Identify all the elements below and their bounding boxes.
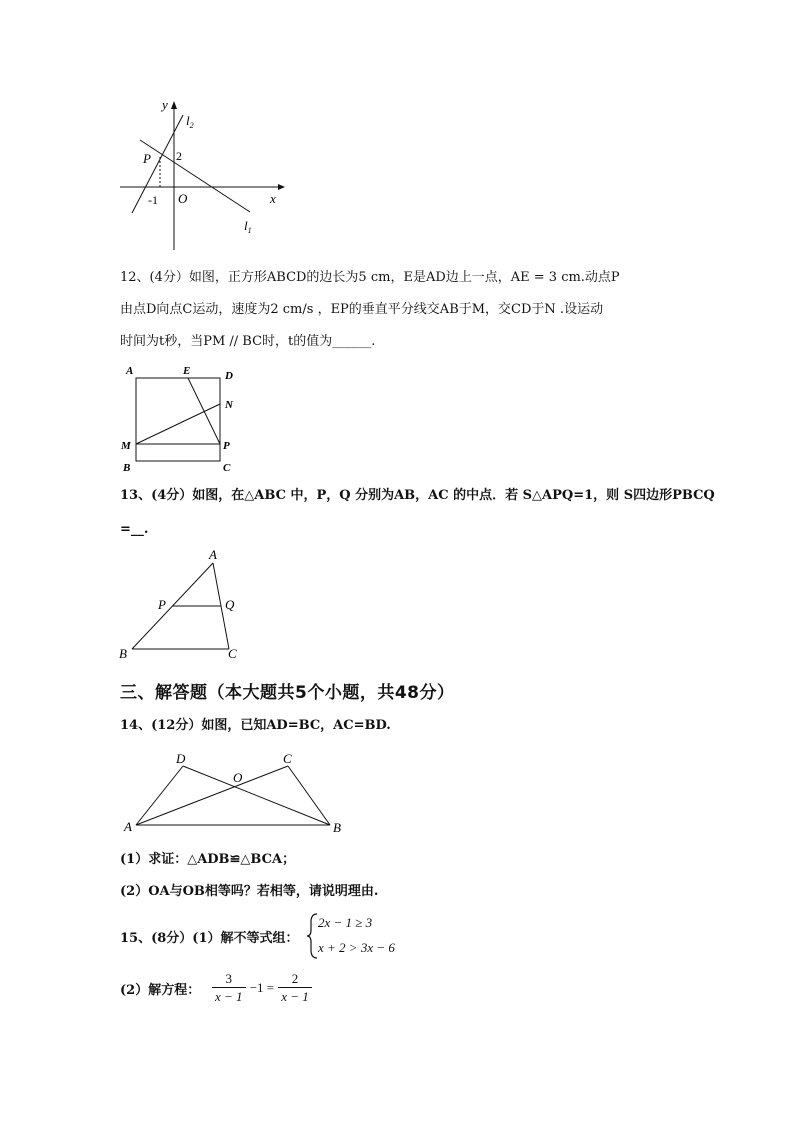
segment-db [183,766,330,825]
fraction-right-numerator: 2 [278,970,312,988]
segment-mn [136,404,220,444]
square-abcd [136,378,220,461]
triangle-abc-figure [112,545,252,663]
label-b: B [333,820,341,835]
y-axis-label: y [162,97,168,112]
fraction-left [212,970,246,1005]
segment-ca [136,766,288,825]
label-b: B [123,462,131,474]
q12-line2: 由点D向点C运动，速度为2 cm/s ，EP的垂直平分线交AB于M，交CD于N .设运动 [120,302,604,317]
equation-middle: −1 = [249,980,275,995]
fraction-left-numerator: 3 [212,970,246,988]
square-figure [115,362,245,477]
fraction-right [278,970,312,1005]
q15-part2-prefix: (2）解方程： [120,983,201,998]
label-b: B [119,646,127,661]
label-c: C [223,462,231,474]
q14-part1: (1）求证：△ADB≌△BCA； [120,852,296,867]
q12-line1: 12、(4分）如图，正方形ABCD的边长为5 cm，E是AD边上一点，AE = 3 cm.动点P [120,270,620,285]
fraction-right-denominator: x − 1 [281,989,309,1004]
equation [212,970,312,1005]
section-heading: 三、解答题（本大题共5个小题，共48分） [120,683,455,703]
l2-label: $l_2$ [186,113,194,130]
q13-line2: =__. [120,522,149,537]
label-o: O [233,770,243,785]
label-p: P [223,440,230,452]
q14-part2: (2）OA与OB相等吗？若相等，请说明理由. [120,884,379,899]
x-axis-arrow-icon [278,184,285,190]
x-axis-label: x [270,191,276,206]
y-tick-label: 2 [176,149,182,163]
q13-line1: 13、(4分）如图，在△ABC 中，P，Q 分别为AB，AC 的中点．若 S△APQ=1，则 S四边形PBCQ [120,488,715,503]
label-m: M [121,440,131,452]
inequality-1: 2x − 1 ≥ 3 [318,915,373,930]
label-q: Q [225,597,235,612]
segment-ep [188,378,220,444]
label-d: D [225,370,233,382]
q15-prefix: 15、(8分）(1）解不等式组： [120,931,299,946]
label-p: P [158,597,166,612]
point-p-label: P [143,151,151,166]
label-a: A [209,547,217,562]
label-c: C [228,646,237,661]
quadrilateral-figure [118,745,358,837]
label-e: E [183,365,191,377]
l1-label: $l_1$ [244,218,252,235]
coordinate-figure [110,95,290,255]
x-tick-label: -1 [148,193,158,207]
fraction-left-denominator: x − 1 [215,989,243,1004]
origin-label: O [178,191,188,206]
label-n: N [225,399,233,411]
label-c: C [283,751,292,766]
y-axis-arrow-icon [171,101,177,109]
inequality-2: x + 2 > 3x − 6 [318,940,395,955]
label-d: D [176,751,186,766]
q14-line1: 14、(12分）如图，已知AD=BC，AC=BD. [120,718,391,733]
label-a: A [126,365,134,377]
q12-line3: 时间为t秒，当PM // BC时，t的值为______. [120,334,376,349]
label-a: A [124,819,132,834]
